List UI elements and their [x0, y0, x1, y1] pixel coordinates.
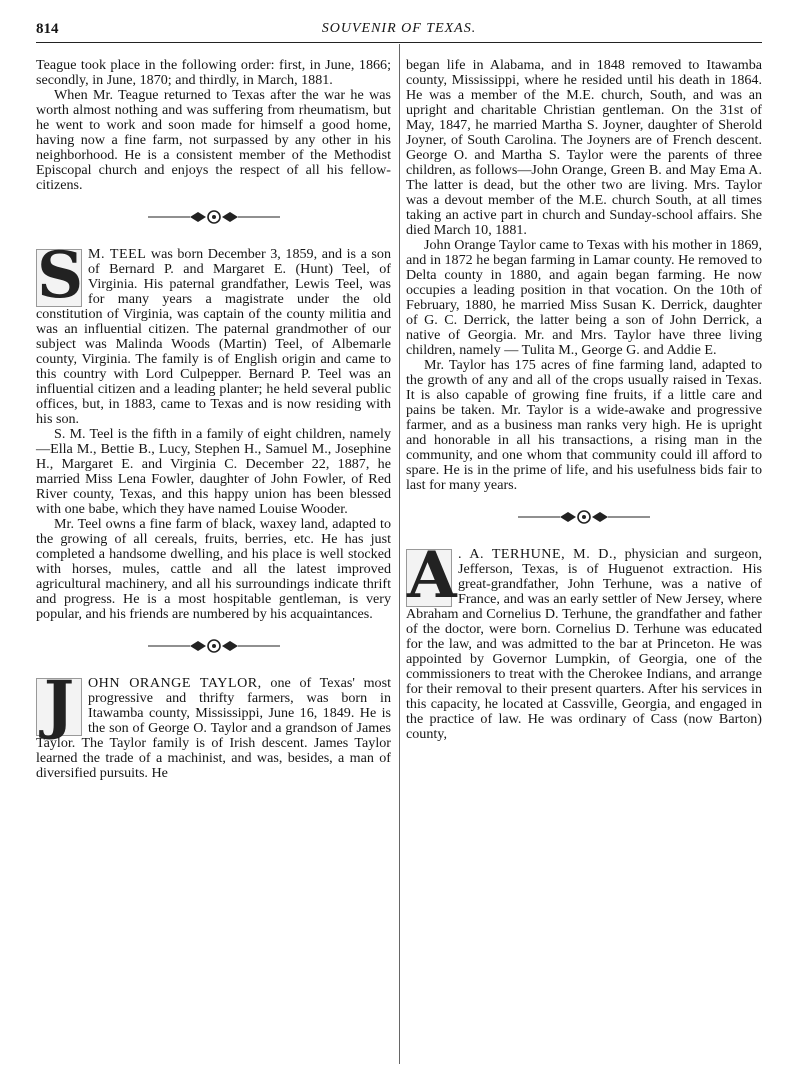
teel-paragraph-3: Mr. Teel owns a fine farm of black, waxey land, adapted to the growing of all cereals, fruits, berries, etc. He has just completed a handsome dwelling, and his place is well stocked with horses, mules, cattle and all the latest improved agricultural machinery, and all his surroundings indicate thrift and progress. He is a most hospitable gentleman, is very popular, and his friends are numbered by his acquaintances. — [36, 516, 391, 622]
running-title: SOUVENIR OF TEXAS. — [321, 21, 477, 36]
teel-name: M. TEEL — [88, 246, 147, 262]
teague-paragraph: When Mr. Teague returned to Texas after the war he was worth almost nothing and was suffering from rheumatism, but he went to work and soon made for himself a good home, having now a fine farm, not surpassed by any other in his neighborhood. He is a consistent member of the Methodist Episcopal church and enjoys the respect of all his fellow-citizens. — [36, 87, 391, 193]
page-header — [36, 18, 762, 40]
taylor-paragraph-3: Mr. Taylor has 175 acres of fine farming land, adapted to the growth of any and all of the crops usually raised in Texas. It is also capable of growing fine fruits, if a little care and pains be taken. Mr. Taylor is a wide-awake and progressive farmer, and as a business man ranks very high. He is upright and honorable in all his transactions, a rising man in the community, and one whom that community could ill afford to spare. He is in the prime of life, and his usefulness bids fair to last for many years. — [406, 357, 762, 493]
right-column — [406, 58, 762, 742]
section-ornament — [36, 209, 391, 231]
taylor-paragraph-1: one of Texas' most progressive and thrifty farmers, was born in Itawamba county, Mississippi, June 16, 1849. He is the son of George O. Taylor and a grandson of James Taylor. The Taylor family is of Irish descent. James Taylor learned the trade of a machinist, and was, besides, a man of diversified pursuits. He — [36, 675, 391, 781]
dropcap-a: A — [407, 538, 457, 613]
teel-biography — [36, 238, 391, 622]
section-ornament — [36, 638, 391, 660]
teel-paragraph-1: was born December 3, 1859, and is a son of Bernard P. and Margaret E. (Hunt) Teel, of Virginia. His paternal grandfather, Lewis Teel, was for many years a magistrate under the old constitution of Virginia, was captain of the county militia and was an influential citizen. The paternal grandmother of our subject was Malinda Woods (Martin) Teel, of Albemarle county, Virginia. The family is of English origin and came to this country with Lord Culpepper. Bernard P. Teel was an influential citizen and a leading planter; he held several public offices, but, in 1883, came to Texas and is now residing with his son. — [36, 246, 391, 427]
teague-continued-paragraph: Teague took place in the following order: first, in June, 1866; secondly, in June, 1870; and thirdly, in March, 1881. — [36, 57, 391, 88]
taylor-name: OHN ORANGE TAYLOR, — [88, 675, 262, 691]
column-divider — [399, 44, 400, 1064]
section-ornament — [406, 509, 762, 531]
header-rule — [36, 42, 762, 43]
taylor-continued-paragraph: began life in Alabama, and in 1848 removed to Itawamba county, Mississippi, where he resided until his death in 1864. He was a member of the M.E. church, South, and was an upright and charitable Christian gentleman. On the 31st of May, 1847, he married Martha S. Joyner, daughter of Sherold Joyner, of South Carolina. The Joyners are of French descent. George O. and Martha S. Taylor were the parents of three children, as follows—John Orange, Green B. and May Ema A. The latter is dead, but the other two are living. Mrs. Taylor was a devout member of the M.E. church South, at all times taking an active part in church and Sunday-school affairs. She died March 10, 1881. — [406, 57, 762, 238]
page-number: 814 — [36, 21, 59, 37]
terhune-paragraph-1: physician and surgeon, Jefferson, Texas, is of Huguenot extraction. His great-grandfather, John Terhune, was a native of France, and was an early settler of New Jersey, where Abraham and Cornelius D. Terhune, the grandfather and father of the doctor, were born. Cornelius D. Terhune was educated for the law, and was admitted to the bar at Princeton. He was appointed by Governor Lumpkin, of Georgia, one of the commissioners to treat with the Cherokee Indians, and arrange for their removal to their present quarters. After his services in this capacity, he located at Cassville, Georgia, and engaged in the practice of law. He was ordinary of Cass (now Barton) county, — [406, 546, 762, 742]
taylor-biography — [36, 667, 391, 781]
terhune-biography — [406, 538, 762, 742]
left-column — [36, 58, 391, 781]
taylor-paragraph-2: John Orange Taylor came to Texas with his mother in 1869, and in 1872 he began farming in Lamar county. He removed to Delta county in 1880, and again began farming. He now occupies a leading position in that vocation. On the 10th of February, 1880, he married Miss Susan K. Derrick, daughter of G. C. Derrick, the latter being a son of John Derrick, a native of Georgia. Mr. and Mrs. Taylor have three living children, namely — Tulita M., George G. and Addie E. — [406, 237, 762, 358]
terhune-name: . A. TERHUNE, M. D., — [458, 546, 618, 562]
teel-paragraph-2: S. M. Teel is the fifth in a family of eight children, namely—Ella M., Bettie B., Lucy, Stephen H., Samuel M., Josephine H., Margaret E. and Virginia C. December 22, 1887, he married Miss Lena Fowler, daughter of John Fowler, of Red River county, Texas, and this happy union has been blessed with one babe, which they have named Louise Wooder. — [36, 426, 391, 517]
dropcap-j: J — [36, 678, 82, 736]
dropcap-s: S — [37, 238, 84, 313]
